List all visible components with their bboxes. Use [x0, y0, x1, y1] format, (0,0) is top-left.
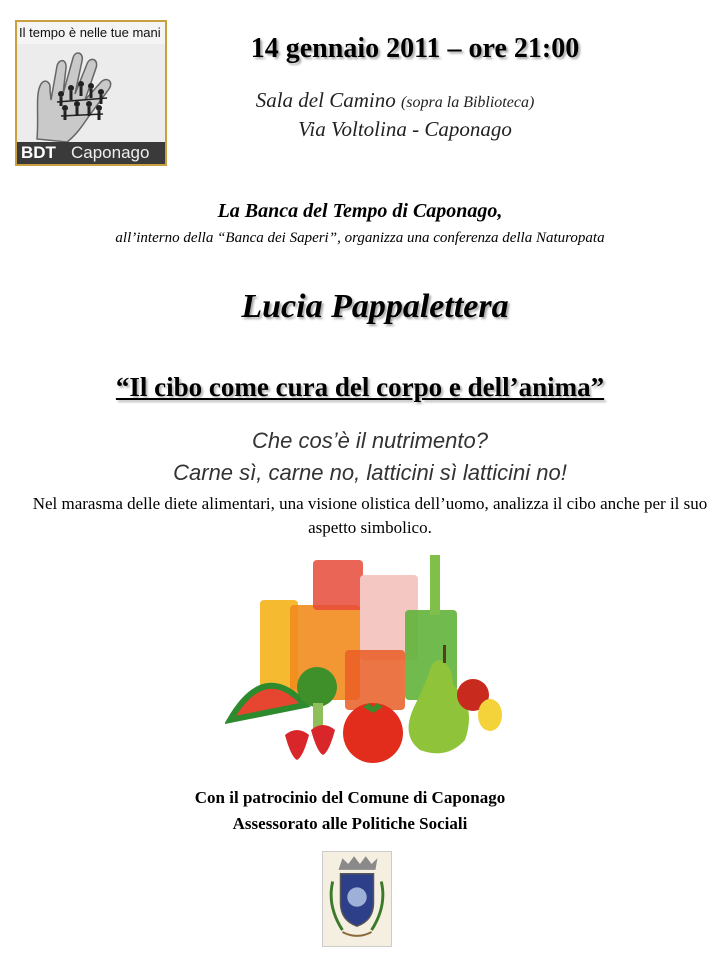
- question-2: Carne sì, carne no, latticini sì latticini no!: [173, 460, 567, 485]
- venue-name: Sala del Camino: [255, 88, 396, 112]
- tomato-juice-glass: [345, 650, 405, 710]
- venue-note: (sopra la Biblioteca): [400, 94, 535, 111]
- event-venue: [180, 88, 610, 113]
- logo-brand: BDT: [21, 143, 56, 162]
- red-smoothie-glass: [313, 560, 363, 610]
- fruit-juice-illustration: [225, 545, 515, 765]
- description: Nel marasma delle diete alimentari, una visione olistica dell’uomo, analizza il cibo anche per il suo aspetto simbolico.: [32, 494, 708, 537]
- comune-crest-icon: [322, 851, 392, 947]
- watermelon-slice: [230, 686, 305, 720]
- speaker-name: Lucia Pappalettera: [241, 288, 509, 325]
- strawberry: [311, 725, 335, 755]
- patronage-line-1: Con il patrocinio del Comune di Caponago: [194, 788, 506, 807]
- organizer-subtitle: all’interno della “Banca dei Saperi”, organizza una conferenza della Naturopata: [115, 230, 605, 246]
- question-1: Che cos’è il nutrimento?: [251, 428, 488, 453]
- talk-title: “Il cibo come cura del corpo e dell’anima”: [115, 372, 605, 402]
- hand-with-people-icon: [17, 44, 165, 144]
- bdt-logo: [15, 20, 167, 166]
- event-datetime: 14 gennaio 2011 – ore 21:00: [250, 33, 580, 64]
- broccoli: [297, 667, 337, 707]
- strawberry: [285, 730, 309, 760]
- patronage-line-2: Assessorato alle Politiche Sociali: [232, 814, 468, 833]
- yellow-fruit: [478, 699, 502, 731]
- logo-tagline: Il tempo è nelle tue mani: [19, 25, 161, 40]
- organizer-title: La Banca del Tempo di Caponago,: [217, 200, 503, 222]
- event-address: Via Voltolina - Caponago: [298, 117, 512, 141]
- logo-brand-place: Caponago: [71, 143, 150, 162]
